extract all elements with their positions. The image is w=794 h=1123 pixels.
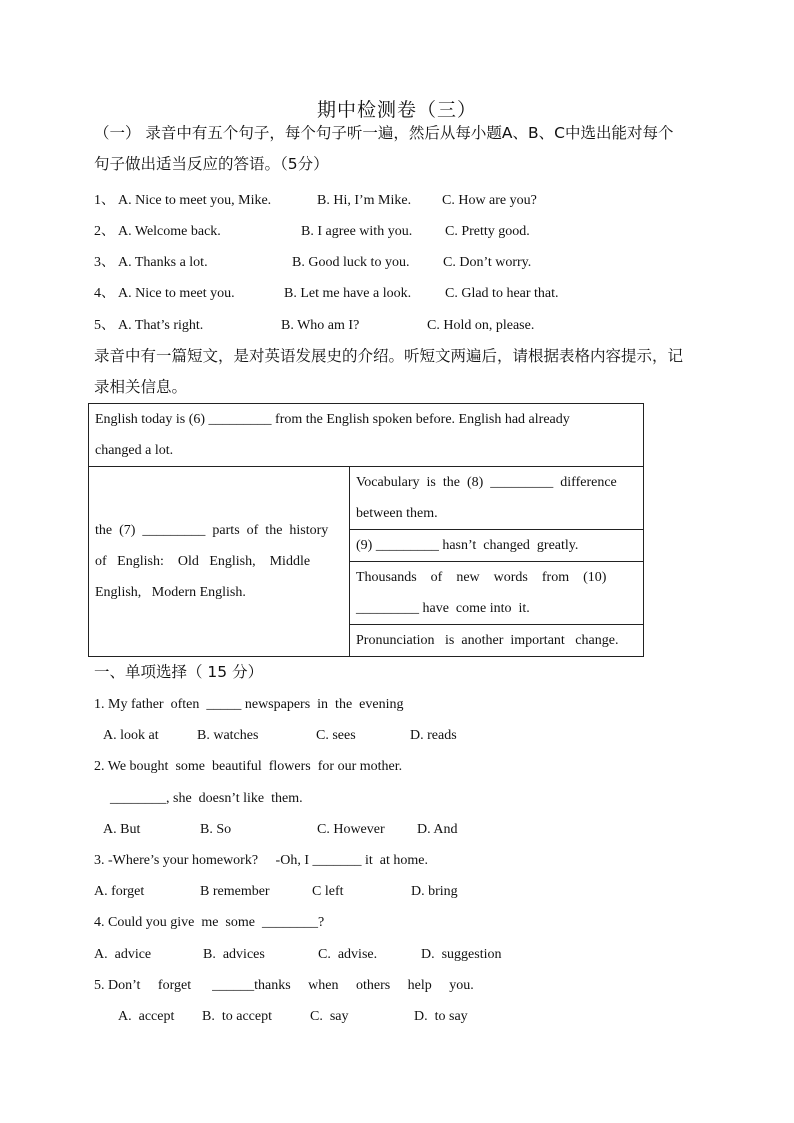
cell-text-line: English, Modern English. xyxy=(95,585,246,600)
question-number: 5、 xyxy=(94,318,115,333)
option-c: C left xyxy=(312,884,344,899)
cell-text-line: the (7) _________ parts of the history xyxy=(95,523,329,538)
option-c: C. Don’t worry. xyxy=(443,255,532,270)
option-a: A. look at xyxy=(103,728,159,743)
cell-text-line: changed a lot. xyxy=(95,443,174,458)
option-b: B. I agree with you. xyxy=(301,224,413,239)
option-b: B. Let me have a look. xyxy=(284,286,412,301)
listening-part2-instruction-line1: 录音中有一篇短文，是对英语发展史的介绍。听短文两遍后，请根据表格内容提示，记 xyxy=(94,347,684,365)
option-c: C. advise. xyxy=(318,947,378,962)
table-cell-history-parts xyxy=(89,467,350,657)
section-heading: 一、单项选择（ 15 分） xyxy=(94,663,264,681)
table-cell-summary xyxy=(89,404,644,467)
table-cell-grammar xyxy=(350,530,644,562)
option-a: A. Thanks a lot. xyxy=(118,255,208,270)
option-a: A. advice xyxy=(94,947,152,962)
option-d: D. suggestion xyxy=(421,947,502,962)
option-b: B. Who am I? xyxy=(281,318,360,333)
option-d: D. And xyxy=(417,822,458,837)
question-number: 3、 xyxy=(94,255,115,270)
option-b: B. to accept xyxy=(202,1009,272,1024)
cell-text-line: Pronunciation is another important change. xyxy=(356,633,619,648)
table-cell-new-words xyxy=(350,562,644,625)
option-b: B. Good luck to you. xyxy=(292,255,410,270)
option-a: A. Nice to meet you. xyxy=(118,286,235,301)
option-c: C. How are you? xyxy=(442,193,537,208)
cell-text-line: between them. xyxy=(356,506,438,521)
option-b: B. So xyxy=(200,822,232,837)
cell-text-line: (9) _________ hasn’t changed greatly. xyxy=(356,538,579,553)
question-2-stem: 2. We bought some beautiful flowers for our mother. xyxy=(94,759,403,774)
option-b: B remember xyxy=(200,884,270,899)
option-a: A. accept xyxy=(118,1009,175,1024)
question-1-stem: 1. My father often _____ newspapers in the evening xyxy=(94,697,404,712)
table-cell-pronunciation xyxy=(350,625,644,657)
listening-part1-instruction-line1: （一） 录音中有五个句子，每个句子听一遍，然后从每小题A、B、C中选出能对每个 xyxy=(94,124,674,142)
option-a: A. forget xyxy=(94,884,145,899)
option-a: A. Welcome back. xyxy=(118,224,221,239)
cell-text-line: English today is (6) _________ from the English spoken before. English had already xyxy=(95,412,570,427)
cell-text-line: Vocabulary is the (8) _________ difference xyxy=(356,475,617,490)
option-c: C. Hold on, please. xyxy=(427,318,535,333)
english-history-table xyxy=(88,403,644,657)
option-a: A. That’s right. xyxy=(118,318,204,333)
option-a: A. Nice to meet you, Mike. xyxy=(118,193,272,208)
cell-text-line: _________ have come into it. xyxy=(356,601,530,616)
question-number: 4、 xyxy=(94,286,115,301)
option-c: C. Glad to hear that. xyxy=(445,286,559,301)
question-number: 2、 xyxy=(94,224,115,239)
listening-part1-instruction-line2: 句子做出适当反应的答语。（5分） xyxy=(94,155,329,173)
question-5-stem: 5. Don’t forget ______thanks when others help you. xyxy=(94,978,474,993)
cell-text-line: Thousands of new words from (10) xyxy=(356,570,607,585)
option-c: C. say xyxy=(310,1009,349,1024)
option-c: C. sees xyxy=(316,728,356,743)
question-4-stem: 4. Could you give me some ________? xyxy=(94,915,325,930)
option-c: C. Pretty good. xyxy=(445,224,530,239)
option-c: C. However xyxy=(317,822,385,837)
option-d: D. to say xyxy=(414,1009,468,1024)
option-b: B. watches xyxy=(197,728,259,743)
page-title: 期中检测卷（三） xyxy=(316,99,477,121)
option-d: D. reads xyxy=(410,728,457,743)
question-2-stem-continued: ________, she doesn’t like them. xyxy=(110,791,303,806)
option-b: B. Hi, I’m Mike. xyxy=(317,193,412,208)
option-a: A. But xyxy=(103,822,141,837)
listening-part2-instruction-line2: 录相关信息。 xyxy=(94,378,188,396)
question-number: 1、 xyxy=(94,193,115,208)
table-cell-vocabulary xyxy=(350,467,644,530)
option-d: D. bring xyxy=(411,884,458,899)
option-b: B. advices xyxy=(203,947,265,962)
question-3-stem: 3. -Where’s your homework? -Oh, I _______ it at home. xyxy=(94,853,428,868)
cell-text-line: of English: Old English, Middle xyxy=(95,554,311,569)
